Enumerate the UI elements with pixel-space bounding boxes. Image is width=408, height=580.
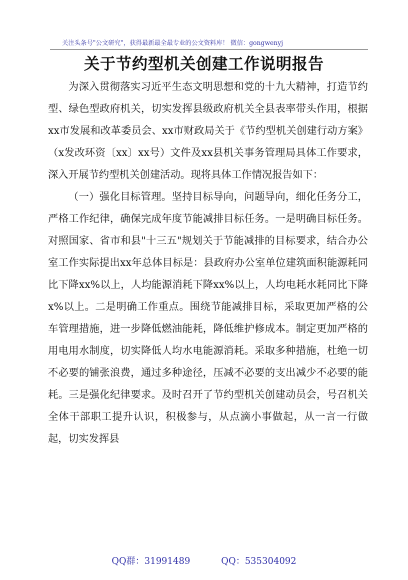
footer-qq: QQ：535304092: [221, 557, 297, 567]
header-note: 关注头条号"公文研究"，获得最新最全最专业的公文资料库！ 微信：gongwenyj: [62, 40, 284, 47]
document-title: 关于节约型机关创建工作说明报告: [83, 54, 324, 73]
footer-qq-group: QQ群：31991489: [111, 557, 191, 567]
footer-contact: [0, 554, 408, 567]
paragraph-intro: 为深入贯彻落实习近平生态文明思想和党的十九大精神，打造节约型、绿色型政府机关，切实发挥县级政府机关全县表率带头作用，根据xx市发展和改革委员会、xx市财政局关于《节约型机关创建行动方案》（x发改环资〔xx〕xx号）文件及xx县机关事务管理局具体工作要求，深入开展节约型机关创建活动。现将具体工作情况报告如下：: [48, 82, 368, 181]
header-divider: [50, 49, 368, 50]
document-body: [48, 77, 368, 451]
paragraph-target-management: （一）强化目标管理。坚持目标导向，问题导向，细化任务分工，严格工作纪律，确保完成年度节能减排目标任务。一是明确目标任务。对照国家、省市和县"十三五"规划关于节能减排的目标要求，结合办公室工作实际提出xx年总体目标是：县政府办公室单位建筑面积能源耗同比下降xx%以上，人均能源消耗下降xx%以上，人均电耗水耗同比下降x%以上。二是明确工作重点。围绕节能减排目标，采取更加严格的公车管理措施，进一步降低燃油能耗，降低维护修成本。制定更加严格的用电用水制度，切实降低人均水电能源消耗。采取多种措施，杜绝一切不必要的铺张浪费，通过多种途径，压减不必要的支出减少不必要的能耗。三是强化纪律要求。及时召开了节约型机关创建动员会，号召机关全体干部职工提升认识，积极参与，从点滴小事做起，从一言一行做起，切实发挥县: [48, 192, 368, 445]
